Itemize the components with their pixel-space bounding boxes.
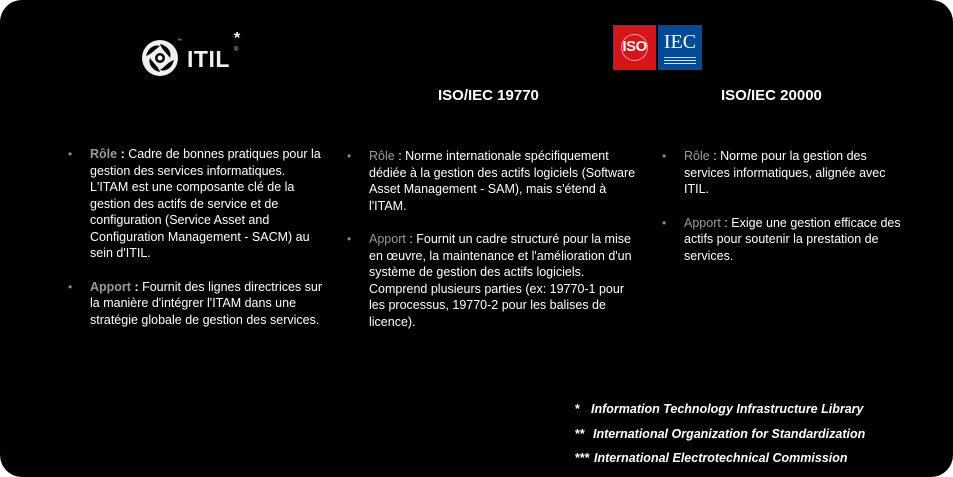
item-text: Fournit un cadre structuré pour la mise en œuvre, la maintenance et l'amélioration d'un système de gestion des actifs logiciels. Comprend plusieurs parties (ex: 19770-1 pour les processus, 19770-2 pour les balises de licence). (369, 232, 632, 329)
bullet: • (68, 147, 73, 161)
itil-logo-text: ITIL (187, 46, 230, 72)
footnote-text: International Organization for Standardization (593, 426, 866, 441)
item-text: Exige une gestion efficace des actifs pour soutenir la prestation de services. (684, 215, 901, 263)
footnote-mark: * (575, 402, 580, 416)
iso-logo-text: ISO (622, 38, 647, 55)
list-item-role (347, 148, 639, 214)
iso-iec-logo (613, 25, 702, 70)
iec-lines-icon (664, 57, 696, 66)
footnote-text: Information Technology Infrastructure Library (591, 402, 864, 416)
item-label: Rôle (684, 149, 710, 163)
column-itil (68, 146, 323, 345)
bullet: • (68, 279, 73, 294)
item-label: Apport (684, 215, 721, 230)
item-separator: : (720, 215, 732, 230)
list-item-role (662, 148, 912, 198)
footnote-iec (575, 446, 865, 471)
footnote-itil (575, 397, 865, 422)
item-separator: : (405, 232, 417, 246)
list-item-apport (347, 231, 639, 330)
item-label: Apport (369, 232, 406, 246)
column-title-iso-20000: ISO/IEC 20000 (721, 87, 822, 104)
item-text: Cadre de bonnes pratiques pour la gestion des services informatiques. L'ITAM est une composante clé de la gestion des actifs de service et de configuration (Service Asset and Configuration Management - SACM) au sein d'ITIL. (90, 147, 321, 260)
list-item-apport (68, 279, 323, 329)
itil-trademark: ™ (177, 38, 182, 44)
list-item-role (68, 146, 323, 262)
footnote-mark: *** (575, 451, 590, 465)
iec-logo-text: IEC (663, 31, 697, 53)
column-title-iso-19770: ISO/IEC 19770 (438, 87, 539, 104)
iec-logo (658, 25, 702, 70)
bullet: • (347, 232, 352, 246)
itil-registered-mark: ® (234, 47, 239, 53)
list-item-apport (662, 215, 912, 265)
item-label: Rôle (369, 149, 395, 163)
item-separator: : (394, 149, 406, 163)
item-text: Norme pour la gestion des services informatiques, alignée avec ITIL. (684, 149, 886, 196)
itil-swirl-icon (140, 38, 180, 78)
bullet: • (662, 149, 667, 163)
bullet: • (347, 149, 352, 163)
item-text: Fournit des lignes directrices sur la manière d'intégrer l'ITAM dans une stratégie globale de gestion des services. (90, 279, 323, 327)
footnote-iso (575, 422, 865, 447)
item-separator: : (709, 149, 721, 163)
column-iso-20000 (662, 148, 912, 281)
item-separator: : (117, 147, 129, 161)
item-separator: : (130, 279, 143, 294)
item-text: Norme internationale spécifiquement dédiée à la gestion des actifs logiciels (Software Asset Management - SAM), mais s'étend à l'ITAM. (369, 149, 636, 213)
footnote-mark: ** (575, 426, 585, 441)
item-label: Apport (90, 279, 131, 294)
item-label: Rôle (90, 147, 118, 161)
itil-footnote-mark: * (234, 30, 241, 47)
column-iso-19770 (347, 148, 639, 347)
footnotes (575, 397, 865, 471)
footnote-text: International Electrotechnical Commission (594, 451, 848, 465)
iso-logo (613, 25, 656, 70)
bullet: • (662, 215, 667, 230)
